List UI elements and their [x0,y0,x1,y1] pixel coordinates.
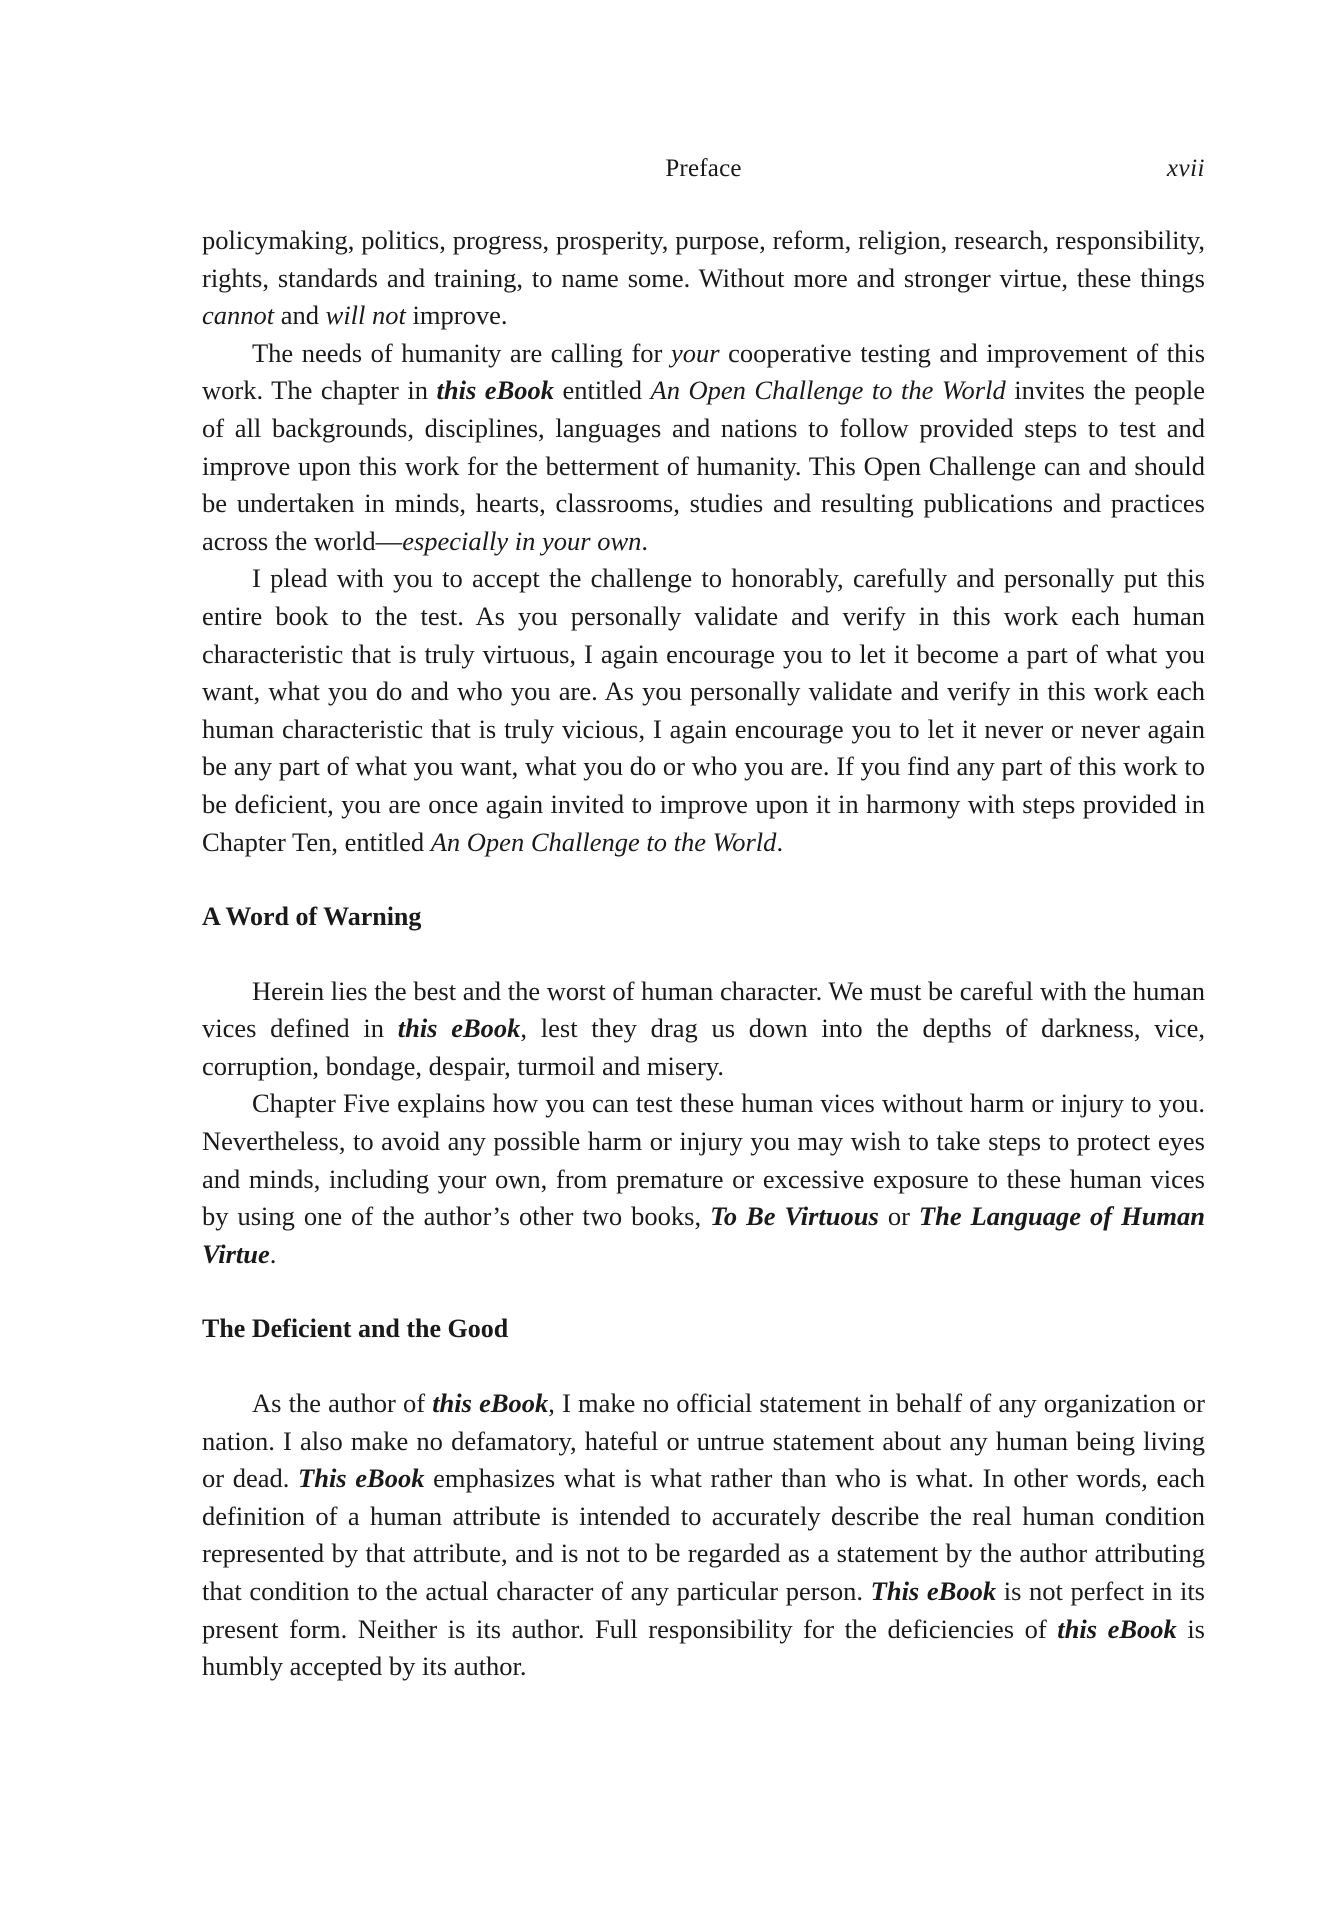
emphasis-bold-italic: This eBook [298,1463,425,1494]
emphasis-bold-italic: This eBook [870,1576,997,1606]
spacer [202,1273,1205,1310]
emphasis-italic: cannot [202,300,275,331]
text-run: , I make no official statement in behalf of any organization or nation. I also make no defamatory, hateful or untrue statement about any human being living or dead. [202,1388,1205,1494]
text-run: and [274,300,326,331]
text-run: policymaking, politics, progress, prosperity, purpose, reform, religion, research, responsibility, rights, standards and training, to name some. Without more and stronger virtue, these things [202,225,1205,293]
emphasis-bold-italic: The Language of Human Virtue [202,1201,1206,1269]
text-run: improve. [405,300,508,331]
text-run: cooperative testing and improvement of this work. The chapter in [202,337,1206,406]
paragraph-open-challenge [202,335,1205,561]
text-run: emphasizes what is what rather than who is what. In other words, each definition of a human attribute is intended to accurately describe the real human condition represented by that attribute, and is not to be regarded as a statement by the author attributing that condition to the actual character of any particular person. [202,1463,1205,1606]
emphasis-italic: especially in your own [402,525,642,556]
emphasis-bold-italic: this eBook [1057,1613,1177,1644]
paragraph-warning [202,973,1205,1086]
emphasis-bold-italic: this eBook [436,375,554,406]
section-heading-warning: A Word of Warning [202,902,422,932]
spacer [202,936,1205,973]
text-run: . [269,1238,277,1269]
emphasis-italic: your [670,337,720,368]
emphasis-bold-italic: To Be Virtuous [710,1201,879,1232]
emphasis-italic: will not [325,300,406,331]
running-header [202,155,1205,189]
text-run: invites the people of all backgrounds, disciplines, languages and nations to follow provided steps to test and improve upon this work for the betterment of humanity. This Open Challenge can and should be undertaken in minds, hearts, classrooms, studies and resulting publications and practices across the world— [202,375,1205,556]
emphasis-bold-italic: this eBook [397,1013,521,1044]
text-run: I plead with you to accept the challenge to honorably, carefully and personally put this entire book to the test. As you personally validate and verify in this work each human characteristic that is truly virtuous, I again encourage you to let it become a part of what you want, what you do and who you are. As you personally validate and verify in this work each human characteristic that is truly vicious, I again encourage you to let it never or never again be any part of what you want, what you do or who you are. If you find any part of this work to be deficient, you are once again invited to improve upon it in harmony with steps provided in Chapter Ten, entitled [202,563,1205,857]
text-run: As the author of [252,1388,433,1419]
text-run: . [776,826,784,857]
paragraph-author-statement [202,1385,1205,1686]
section-heading-deficient: The Deficient and the Good [202,1314,509,1344]
text-run: is humbly accepted by its author. [202,1613,1205,1682]
text-run: Chapter Five explains how you can test these human vices without harm or injury to you. Nevertheless, to avoid any possible harm or injury you may wish to take steps to protect eyes and minds, including your own, from premature or excessive exposure to these human vices by using one of the author’s other two books, [202,1088,1205,1232]
text-run: is not perfect in its present form. Neither is its author. Full responsibility for the deficiencies of [202,1576,1205,1644]
text-run: Herein lies the best and the worst of human character. We must be careful with the human vices defined in [202,975,1205,1044]
body-text [202,222,1205,1686]
text-run: The needs of humanity are calling for [252,337,671,368]
page-number: xvii [1166,155,1205,182]
paragraph-continuation [202,222,1205,335]
emphasis-bold-italic: this eBook [432,1388,549,1419]
text-run: , lest they drag us down into the depths of darkness, vice, corruption, bondage, despair, turmoil and misery. [202,1013,1206,1081]
running-header-title: Preface [665,155,742,182]
spacer [202,1348,1205,1385]
text-run: or [878,1201,919,1232]
text-run: entitled [554,375,651,406]
emphasis-italic: An Open Challenge to the World [430,826,777,857]
paragraph-chapter-five [202,1085,1205,1273]
paragraph-plea [202,560,1205,861]
emphasis-italic: An Open Challenge to the World [650,375,1006,406]
spacer [202,861,1205,898]
text-run: . [641,525,648,556]
